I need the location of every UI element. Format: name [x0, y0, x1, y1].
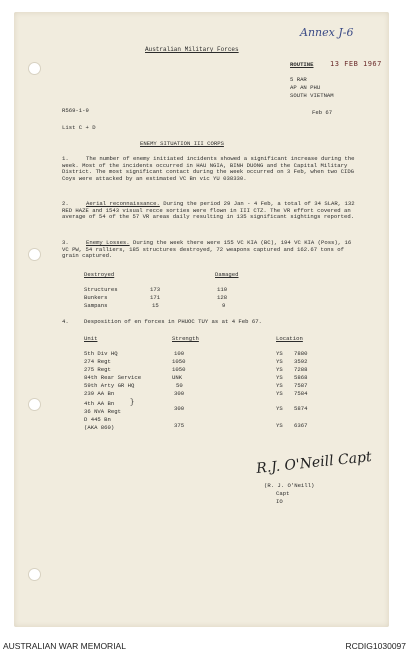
force-location: 5874	[294, 405, 308, 412]
force-location: 7880	[294, 350, 308, 357]
paragraph-2	[62, 201, 357, 221]
date-stamp: 13 FEB 1967	[330, 60, 382, 68]
force-grid: YS	[276, 390, 283, 397]
document-date: Feb 67	[312, 109, 333, 116]
bracket: }	[130, 399, 135, 407]
unit-header: Unit	[84, 335, 98, 342]
paragraph-3-heading: Enemy Losses.	[86, 239, 130, 246]
handwritten-annex-note: Annex J-6	[300, 26, 354, 39]
paragraph-number: 3.	[62, 239, 69, 246]
handwritten-signature: R.J. O'Neill Capt	[255, 448, 373, 478]
force-location: 7584	[294, 390, 308, 397]
force-grid: YS	[276, 422, 283, 429]
force-location: 3592	[294, 358, 308, 365]
force-unit: 36 NVA Regt	[84, 408, 121, 415]
force-unit: 274 Regt	[84, 358, 111, 365]
force-location: 6367	[294, 422, 308, 429]
location-header: Location	[276, 335, 303, 342]
force-unit: 84th Rear Service	[84, 374, 142, 381]
force-strength: 50	[176, 382, 183, 389]
force-strength: 300	[174, 390, 185, 397]
force-grid: YS	[276, 350, 283, 357]
punch-hole	[28, 568, 41, 581]
punch-hole	[28, 62, 41, 75]
force-strength: 100	[174, 350, 185, 357]
force-location: 7288	[294, 366, 308, 373]
paragraph-4: Desposition of en forces in PHUOC TUY as at 4 Feb 67.	[84, 318, 262, 325]
address-line: 5 RAR	[290, 76, 307, 83]
signatory-rank: Capt	[276, 490, 290, 497]
losses-damaged: 110	[217, 286, 228, 293]
address-line: SOUTH VIETNAM	[290, 92, 334, 99]
paragraph-2-heading: Aerial reconnaissance.	[86, 200, 160, 207]
force-unit: 4th AA Bn	[84, 400, 115, 407]
destroyed-header: Destroyed	[84, 271, 115, 278]
force-grid: YS	[276, 366, 283, 373]
force-unit: D 445 Bn	[84, 416, 111, 423]
force-strength: UNK	[172, 374, 183, 381]
signatory-name: (R. J. O'Neill)	[264, 482, 315, 489]
footer-source: AUSTRALIAN WAR MEMORIAL	[3, 641, 126, 651]
force-grid: YS	[276, 358, 283, 365]
force-strength: 1050	[172, 366, 186, 373]
paragraph-2-text: During the period 29 Jan - 4 Feb, a total of 34 SLAR, 132 RED HAZE and 1543 visual recce sorties were flown in III CTZ. The VR effort covered an average of 54 of the 57 VR areas daily resulting in 135 significant sightings reported.	[62, 200, 355, 221]
document-title: Australian Military Forces	[145, 46, 239, 53]
paragraph-number: 2.	[62, 200, 69, 207]
losses-destroyed: 171	[150, 294, 161, 301]
paragraph-3-text: During the week there were 155 VC KIA (BC), 194 VC KIA (Poss), 16 VC PW, 54 ralliers, 185 structures destroyed, 72 weapons captured and 162.67 tons of grain captured.	[62, 239, 352, 260]
force-strength: 375	[174, 422, 185, 429]
strength-header: Strength	[172, 335, 199, 342]
paragraph-number: 1.	[62, 155, 69, 162]
force-strength: 1050	[172, 358, 186, 365]
force-unit: 5th Div HQ	[84, 350, 118, 357]
losses-damaged: 128	[217, 294, 228, 301]
losses-damaged: 9	[222, 302, 226, 309]
force-grid: YS	[276, 405, 283, 412]
losses-item: Sampans	[84, 302, 108, 309]
force-strength: 300	[174, 405, 185, 412]
force-unit: 275 Regt	[84, 366, 111, 373]
reference-number: R569-1-9	[62, 107, 89, 114]
paragraph-3	[62, 240, 357, 260]
force-unit: 59th Arty GR HQ	[84, 382, 135, 389]
losses-destroyed: 15	[152, 302, 159, 309]
paragraph-1: The number of enemy initiated incidents showed a significant increase during the week. Most of the incidents occurred in HAU NGIA, BINH DUONG and the Capital Military District. The most significant contact during the week occurred on 3 Feb, when two CIDG Coys were attacked by an estimated VC Bn vic YU 038330.	[62, 155, 355, 182]
footer-id: RCDIG1030097	[345, 641, 406, 651]
damaged-header: Damaged	[215, 271, 239, 278]
force-location: 5868	[294, 374, 308, 381]
force-grid: YS	[276, 374, 283, 381]
losses-item: Structures	[84, 286, 118, 293]
force-location: 7587	[294, 382, 308, 389]
losses-item: Bunkers	[84, 294, 108, 301]
force-grid: YS	[276, 382, 283, 389]
signatory-role: IO	[276, 498, 283, 505]
punch-hole	[28, 248, 41, 261]
force-unit: (AKA 860)	[84, 424, 115, 431]
routine-label: ROUTINE	[290, 61, 314, 68]
paragraph-number: 4.	[62, 318, 69, 325]
address-line: AP AN PHU	[290, 84, 321, 91]
losses-destroyed: 173	[150, 286, 161, 293]
punch-hole	[28, 398, 41, 411]
distribution-list: List C + D	[62, 124, 96, 131]
archive-footer	[0, 636, 409, 654]
subject-heading: ENEMY SITUATION III CORPS	[140, 140, 224, 147]
force-unit: 239 AA Bn	[84, 390, 115, 397]
